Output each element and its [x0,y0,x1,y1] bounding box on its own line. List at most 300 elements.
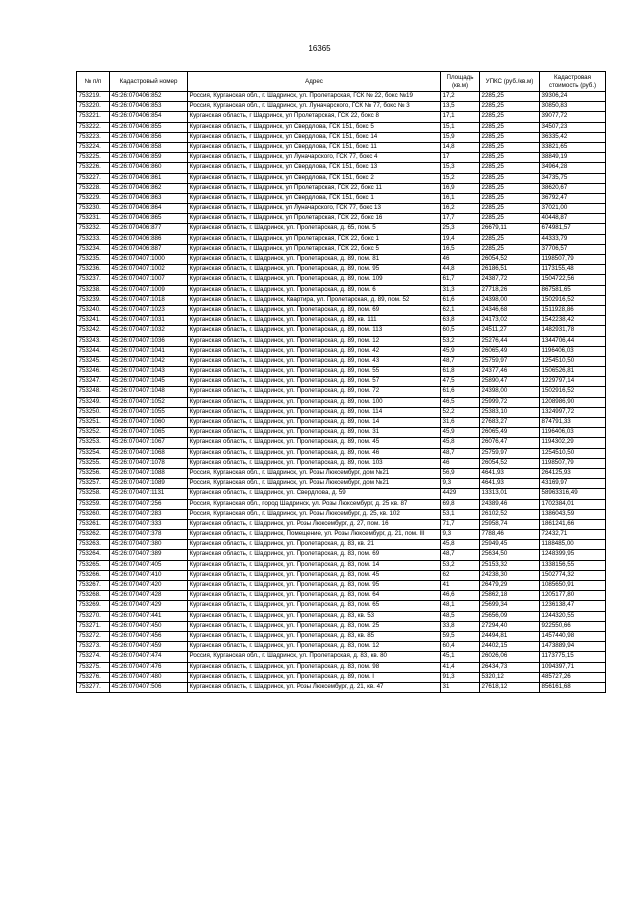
cell-area: 15,1 [441,122,480,132]
cell-area: 16,2 [441,204,480,214]
cell-address: Россия, Курганская обл., город Шадринск, ул. Розы Люксембург, д. 25 кв. 87 [188,499,441,509]
cell-address: Курганская область, г Шадринск, ул Свердлова, ГСК 151, бокс 11 [188,142,441,152]
cell-kad: 45:26:070406:860 [110,163,188,173]
table-row [77,428,606,438]
cell-num: 753261. [77,519,110,529]
cell-address: Курганская область, г. Шадринск, ул. Пролетарская, д. 89, пом. 103 [188,458,441,468]
table-row [77,489,606,499]
cell-kad: 45:26:070407:1023 [110,305,188,315]
table-row [77,326,606,336]
cell-upks: 24511,27 [480,326,540,336]
cell-upks: 2285,25 [480,234,540,244]
cell-kad: 45:26:070407:405 [110,560,188,570]
cell-address: Курганская область, г Шадринск, ул Свердлова, ГСК 151, бокс 14 [188,132,441,142]
cell-num: 753250. [77,407,110,417]
cell-upks: 2285,25 [480,132,540,142]
table-row [77,377,606,387]
cell-kad: 45:26:070407:1043 [110,367,188,377]
cell-cost: 1254510,50 [540,448,606,458]
table-row [77,672,606,682]
table-row [77,448,606,458]
cell-area: 48,7 [441,448,480,458]
cell-kad: 45:26:070406:855 [110,122,188,132]
cell-kad: 45:26:070406:862 [110,183,188,193]
table-row [77,305,606,315]
cell-upks: 25634,50 [480,550,540,560]
table-row [77,153,606,163]
cell-address: Курганская область, г. Шадринск, ул. Пролетарская, д. 83, пом. 64 [188,591,441,601]
cell-area: 53,2 [441,336,480,346]
cell-address: Курганская область, г. Шадринск, ул. Пролетарская, д. 89, пом. I [188,672,441,682]
cell-upks: 25759,97 [480,448,540,458]
cell-num: 753266. [77,570,110,580]
cell-upks: 27618,12 [480,682,540,692]
cell-area: 45,1 [441,652,480,662]
table-row [77,601,606,611]
cell-address: Курганская область, г Шадринск, ул Свердлова, ГСК 151, бокс 13 [188,163,441,173]
cell-address: Курганская область, г Шадринск, ул Пролетарская, ГСК 22, бокс 11 [188,183,441,193]
cell-area: 16,9 [441,183,480,193]
cell-address: Россия, Курганская обл., г. Шадринск, ул. Розы Люксембург, дом №21 [188,468,441,478]
cell-kad: 45:26:070407:1009 [110,285,188,295]
cell-num: 753242. [77,326,110,336]
cell-address: Курганская область, г Шадринск, ул Пролетарская, ГСК 22, бокс 16 [188,214,441,224]
cell-cost: 485727,26 [540,672,606,682]
header-upks: УПКС (руб./кв.м) [480,72,540,92]
table-row [77,356,606,366]
cell-cost: 1198507,79 [540,255,606,265]
table-row [77,122,606,132]
cell-num: 753234. [77,244,110,254]
cell-upks: 27718,26 [480,285,540,295]
cell-cost: 1094397,71 [540,662,606,672]
table-row [77,265,606,275]
cell-cost: 1502916,52 [540,295,606,305]
cell-num: 753257. [77,479,110,489]
cell-cost: 1473889,94 [540,642,606,652]
cell-upks: 24398,00 [480,295,540,305]
cell-num: 753272. [77,631,110,641]
table-row [77,611,606,621]
cell-area: 48,1 [441,601,480,611]
cell-num: 753267. [77,581,110,591]
cell-upks: 2285,25 [480,142,540,152]
cell-kad: 45:26:070407:459 [110,642,188,652]
cell-address: Курганская область, г. Шадринск, ул. Пролетарская, д. 89, пом. 114 [188,407,441,417]
cell-kad: 45:26:070406:858 [110,142,188,152]
cell-cost: 1861241,66 [540,519,606,529]
cell-num: 753231. [77,214,110,224]
page-number: 16365 [308,44,331,53]
table-row [77,285,606,295]
cell-num: 753254. [77,448,110,458]
cell-kad: 45:26:070407:1042 [110,356,188,366]
cell-area: 15,9 [441,132,480,142]
cell-kad: 45:26:070407:1068 [110,448,188,458]
cell-kad: 45:26:070407:456 [110,631,188,641]
cell-cost: 34964,28 [540,163,606,173]
cell-upks: 2285,25 [480,122,540,132]
cell-address: Курганская область, г. Шадринск, ул. Пролетарская, д. 83, кв. 85 [188,631,441,641]
table-row [77,234,606,244]
cell-num: 753270. [77,611,110,621]
cell-address: Россия, Курганская обл., г. Шадринск, ул. Розы Люксембург, дом №21 [188,479,441,489]
cell-cost: 1236138,47 [540,601,606,611]
cell-area: 60,4 [441,642,480,652]
cell-num: 753277. [77,682,110,692]
table-row [77,244,606,254]
cell-cost: 1542238,42 [540,316,606,326]
cell-area: 41 [441,581,480,591]
cell-kad: 45:26:070407:410 [110,570,188,580]
cell-area: 9,3 [441,479,480,489]
cell-upks: 25383,10 [480,407,540,417]
table-row [77,316,606,326]
table-row [77,479,606,489]
cell-upks: 2285,25 [480,163,540,173]
cell-num: 753274. [77,652,110,662]
cell-kad: 45:26:070407:428 [110,591,188,601]
cell-area: 25,3 [441,224,480,234]
cell-area: 46 [441,458,480,468]
cell-area: 16,1 [441,193,480,203]
cell-upks: 24238,30 [480,570,540,580]
cell-area: 53,2 [441,560,480,570]
cell-address: Курганская область, г. Шадринск, ул. Пролетарская, д. 83, пом. 12 [188,642,441,652]
cell-cost: 58963316,49 [540,489,606,499]
cell-cost: 36792,47 [540,193,606,203]
cell-cost: 922550,66 [540,621,606,631]
cell-cost: 1702384,01 [540,499,606,509]
cell-area: 61,6 [441,387,480,397]
cell-cost: 33821,65 [540,142,606,152]
cell-area: 17,7 [441,214,480,224]
cell-cost: 1229797,14 [540,377,606,387]
cell-num: 753245. [77,356,110,366]
cell-cost: 1344706,44 [540,336,606,346]
cell-address: Курганская область, г. Шадринск, ул. Пролетарская, д. 89, пом. 69 [188,305,441,315]
cell-address: Курганская область, г. Шадринск, ул. Пролетарская, д. 89, пом. 14 [188,418,441,428]
cell-address: Россия, Курганская обл., г. Шадринск, ул. Пролетарская, ГСК № 22, бокс №19 [188,92,441,102]
cell-area: 14,8 [441,142,480,152]
cell-cost: 39306,24 [540,92,606,102]
cell-kad: 45:26:070407:1036 [110,336,188,346]
table-row [77,540,606,550]
cell-address: Россия, Курганская обл., г. Шадринск, ул. Пролетарская, д. 83, кв. 80 [188,652,441,662]
cell-area: 17,2 [441,92,480,102]
cell-area: 56,9 [441,468,480,478]
cell-cost: 37706,57 [540,244,606,254]
cell-kad: 45:26:070407:420 [110,581,188,591]
cell-num: 753226. [77,163,110,173]
cell-num: 753255. [77,458,110,468]
cell-num: 753221. [77,112,110,122]
cell-num: 753223. [77,132,110,142]
cadastral-table [76,71,606,693]
cell-num: 753233. [77,234,110,244]
cell-upks: 25276,44 [480,336,540,346]
cell-num: 753253. [77,438,110,448]
cell-cost: 1457440,98 [540,631,606,641]
cell-address: Курганская область, г. Шадринск, ул. Розы Люксембург, д. 21, кв. 47 [188,682,441,692]
cell-upks: 24346,68 [480,305,540,315]
cell-area: 48,7 [441,550,480,560]
cell-upks: 26054,52 [480,255,540,265]
cell-kad: 45:26:070407:1032 [110,326,188,336]
cell-address: Курганская область, г. Шадринск, ул. Пролетарская, д. 89, пом. 42 [188,346,441,356]
cell-cost: 1324997,72 [540,407,606,417]
cell-address: Курганская область, г Шадринск, ул Пролетарская, ГСК 22, бокс 8 [188,112,441,122]
cell-num: 753263. [77,540,110,550]
cell-address: Курганская область, г. Шадринск, ул. Пролетарская, д. 89, пом. 55 [188,367,441,377]
cell-num: 753247. [77,377,110,387]
cell-cost: 44333,79 [540,234,606,244]
cell-kad: 45:26:070407:1031 [110,316,188,326]
cell-upks: 26076,47 [480,438,540,448]
cell-num: 753262. [77,530,110,540]
cell-area: 48,7 [441,356,480,366]
cell-upks: 2285,25 [480,193,540,203]
cell-cost: 1254510,50 [540,356,606,366]
cell-num: 753252. [77,428,110,438]
cell-cost: 1338156,55 [540,560,606,570]
cell-cost: 1482931,78 [540,326,606,336]
header-cost: Кадастровая стоимость (руб.) [540,72,606,92]
cell-upks: 4641,93 [480,468,540,478]
cell-num: 753244. [77,346,110,356]
table-body [77,92,606,693]
cell-address: Курганская область, г Шадринск, ул Пролетарская, ГСК 22, бокс 5 [188,244,441,254]
cell-upks: 2285,25 [480,102,540,112]
table-row [77,397,606,407]
cell-num: 753224. [77,142,110,152]
cell-area: 45,9 [441,428,480,438]
table-row [77,102,606,112]
cell-cost: 1173775,15 [540,652,606,662]
cell-kad: 45:26:070407:476 [110,662,188,672]
cell-area: 9,3 [441,530,480,540]
cell-address: Курганская область, г Шадринск, ул Луначарского, ГСК 77, бокс 4 [188,153,441,163]
cell-upks: 24402,15 [480,642,540,652]
cell-kad: 45:26:070407:441 [110,611,188,621]
table-row [77,682,606,692]
table-row [77,631,606,641]
cell-num: 753243. [77,336,110,346]
cell-num: 753273. [77,642,110,652]
cell-kad: 45:26:070407:1052 [110,397,188,407]
cell-num: 753275. [77,662,110,672]
cell-upks: 2285,25 [480,92,540,102]
cell-upks: 26679,11 [480,224,540,234]
cell-area: 61,7 [441,275,480,285]
cell-kad: 45:26:070406:854 [110,112,188,122]
cell-kad: 45:26:070407:1060 [110,418,188,428]
cell-area: 31 [441,682,480,692]
cell-area: 62,1 [441,305,480,315]
cell-cost: 1504722,56 [540,275,606,285]
cell-cost: 1196406,03 [540,428,606,438]
cell-cost: 264125,93 [540,468,606,478]
cell-kad: 45:26:070407:506 [110,682,188,692]
table-row [77,570,606,580]
table-row [77,407,606,417]
table-row [77,275,606,285]
cell-kad: 45:26:070407:474 [110,652,188,662]
cell-upks: 25699,34 [480,601,540,611]
cell-cost: 856161,68 [540,682,606,692]
table-row [77,550,606,560]
cell-address: Курганская область, г. Шадринск, ул. Пролетарская, д. 83, пом. 95 [188,581,441,591]
cell-kad: 45:26:070407:256 [110,499,188,509]
cell-address: Курганская область, г. Шадринск, Помещение, ул. Розы Люксембург, д. 21, пом. III [188,530,441,540]
cell-kad: 45:26:070407:1131 [110,489,188,499]
cell-upks: 24398,00 [480,387,540,397]
table-row [77,509,606,519]
cell-cost: 1248399,95 [540,550,606,560]
cell-address: Курганская область, г. Шадринск, ул. Пролетарская, д. 83, пом. 14 [188,560,441,570]
cell-num: 753236. [77,265,110,275]
cell-address: Курганская область, г. Шадринск, ул. Пролетарская, д. 83, пом. 69 [188,550,441,560]
cell-area: 19,4 [441,234,480,244]
cell-area: 47,5 [441,377,480,387]
cell-address: Курганская область, г Шадринск, ул Свердлова, ГСК 151, бокс 2 [188,173,441,183]
cell-address: Курганская область, г. Шадринск, ул. Пролетарская, д. 89, пом. 57 [188,377,441,387]
cell-address: Россия, Курганская обл., г. Шадринск, ул. Розы Люксембург, д. 25, кв. 102 [188,509,441,519]
cell-cost: 874791,33 [540,418,606,428]
cell-address: Курганская область, г. Шадринск, ул. Пролетарская, д. 89, пом. 81 [188,255,441,265]
cell-cost: 1208986,90 [540,397,606,407]
cell-cost: 30850,83 [540,102,606,112]
cell-kad: 45:26:070407:1065 [110,428,188,438]
cell-area: 45,9 [441,346,480,356]
cell-upks: 26026,06 [480,652,540,662]
cell-address: Курганская область, г. Шадринск, ул. Свердлова, д. 59 [188,489,441,499]
cell-upks: 25949,45 [480,540,540,550]
cell-area: 53,1 [441,509,480,519]
cell-area: 69,8 [441,499,480,509]
table-row [77,112,606,122]
cell-cost: 1198507,79 [540,458,606,468]
cell-address: Курганская область, г. Шадринск, ул. Пролетарская, д. 83, пом. 98 [188,662,441,672]
cell-num: 753248. [77,387,110,397]
cell-upks: 13313,01 [480,489,540,499]
cell-address: Курганская область, г Шадринск, ул Пролетарская, ГСК 22, бокс 1 [188,234,441,244]
cell-address: Курганская область, г. Шадринск, ул. Пролетарская, д. 89, пом. 6 [188,285,441,295]
cell-upks: 26054,52 [480,458,540,468]
cell-address: Курганская область, г. Шадринск, ул. Пролетарская, д. 83, пом. 45 [188,570,441,580]
cell-kad: 45:26:070406:863 [110,193,188,203]
cell-num: 753265. [77,560,110,570]
cell-cost: 1196406,03 [540,346,606,356]
cell-kad: 45:26:070407:1078 [110,458,188,468]
table-row [77,92,606,102]
header-address: Адрес [188,72,441,92]
cell-kad: 45:26:070407:429 [110,601,188,611]
cell-address: Курганская область, г. Шадринск, ул. Пролетарская, д. 65, пом. 5 [188,224,441,234]
cell-area: 45,8 [441,540,480,550]
cell-cost: 37021,00 [540,204,606,214]
cell-kad: 45:26:070407:1000 [110,255,188,265]
cell-area: 63,8 [441,316,480,326]
table-row [77,418,606,428]
cell-area: 46,5 [441,397,480,407]
table-header [77,72,606,92]
table-row [77,642,606,652]
cell-upks: 2285,25 [480,244,540,254]
cell-area: 17,1 [441,112,480,122]
cell-num: 753240. [77,305,110,315]
cell-num: 753227. [77,173,110,183]
cell-num: 753220. [77,102,110,112]
cell-cost: 38620,67 [540,183,606,193]
cell-address: Курганская область, г. Шадринск, ул. Пролетарская, д. 89, пом. 46 [188,448,441,458]
cell-area: 45,8 [441,438,480,448]
cell-kad: 45:26:070407:1018 [110,295,188,305]
cell-kad: 45:26:070407:1048 [110,387,188,397]
table-row [77,621,606,631]
cell-cost: 1502774,32 [540,570,606,580]
cell-kad: 45:26:070406:852 [110,92,188,102]
cell-kad: 45:26:070407:1045 [110,377,188,387]
cell-address: Курганская область, г. Шадринск, ул. Пролетарская, д. 83, кв. 53 [188,611,441,621]
cell-area: 13,5 [441,102,480,112]
cell-upks: 4641,93 [480,479,540,489]
table-row [77,367,606,377]
cell-address: Курганская область, г. Шадринск, ул. Пролетарская, д. 89, кв. 111 [188,316,441,326]
cell-upks: 25153,32 [480,560,540,570]
table-row [77,193,606,203]
cell-upks: 25759,97 [480,356,540,366]
cell-kad: 45:26:070407:1089 [110,479,188,489]
cell-upks: 24389,46 [480,499,540,509]
cell-area: 44,8 [441,265,480,275]
cell-kad: 45:26:070406:887 [110,244,188,254]
cell-area: 31,6 [441,418,480,428]
cell-cost: 867581,65 [540,285,606,295]
cell-upks: 26186,51 [480,265,540,275]
cell-cost: 1244320,55 [540,611,606,621]
cell-upks: 2285,25 [480,173,540,183]
cell-area: 48,5 [441,611,480,621]
cell-num: 753269. [77,601,110,611]
cell-upks: 26434,73 [480,662,540,672]
cell-area: 61,6 [441,295,480,305]
cell-num: 753271. [77,621,110,631]
cell-address: Курганская область, г. Шадринск, ул. Пролетарская, д. 83, пом. 25 [188,621,441,631]
table-row [77,163,606,173]
cell-upks: 26065,49 [480,346,540,356]
cell-area: 16,5 [441,244,480,254]
cell-area: 15,3 [441,163,480,173]
cell-address: Курганская область, г Шадринск, ул Свердлова, ГСК 151, бокс 1 [188,193,441,203]
cell-address: Курганская область, г. Шадринск, ул. Пролетарская, д. 83, кв. 21 [188,540,441,550]
cell-kad: 45:26:070407:1007 [110,275,188,285]
cell-cost: 1085650,91 [540,581,606,591]
cell-num: 753264. [77,550,110,560]
cell-area: 17 [441,153,480,163]
cell-cost: 1188485,00 [540,540,606,550]
cell-upks: 2285,25 [480,183,540,193]
cell-upks: 25656,09 [480,611,540,621]
cell-area: 52,2 [441,407,480,417]
cell-num: 753251. [77,418,110,428]
cell-cost: 1205177,80 [540,591,606,601]
cell-cost: 72432,71 [540,530,606,540]
cell-kad: 45:26:070407:389 [110,550,188,560]
cell-kad: 45:26:070407:378 [110,530,188,540]
cell-num: 753239. [77,295,110,305]
cell-cost: 40448,87 [540,214,606,224]
